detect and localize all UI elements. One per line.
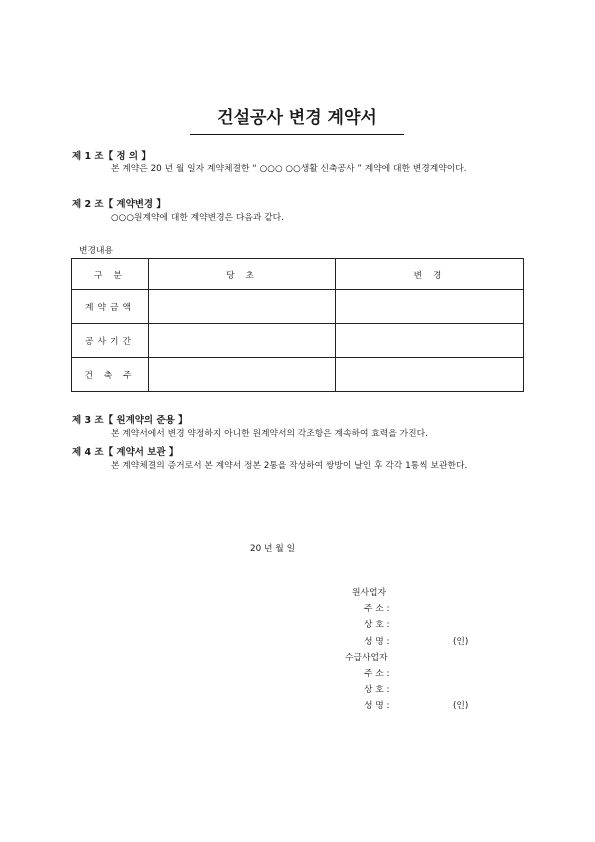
- column-header-original: 당 초: [149, 259, 336, 290]
- contractor-name-label: 성 명 :: [364, 637, 390, 647]
- subcontractor-company-label: 상 호 :: [364, 685, 390, 695]
- subcontractor-seal: (인): [453, 701, 469, 711]
- article-2-heading: 제 2 조【 계약변경 】: [72, 199, 166, 210]
- cell-original-owner: [149, 358, 336, 392]
- changes-section-label: 변경내용: [79, 246, 113, 256]
- document-title: 건설공사 변경 계약서: [190, 103, 404, 135]
- contractor-seal: (인): [453, 637, 469, 647]
- cell-original-period: [149, 324, 336, 358]
- subcontractor-title: 수급사업자: [345, 653, 388, 663]
- article-3-body: 본 계약서에서 변경 약정하지 아니한 원계약서의 각조항은 계속하여 효력을 가진다.: [111, 429, 428, 439]
- cell-changed-owner: [336, 358, 524, 392]
- article-2-body: ○○○원계약에 대한 계약변경은 다음과 같다.: [111, 213, 284, 223]
- column-header-changed: 변 경: [336, 259, 524, 290]
- changes-table: [71, 258, 524, 392]
- article-4-body: 본 계약체결의 증거로서 본 계약서 정본 2통을 작성하여 쌍방이 날인 후 각각 1통씩 보관한다.: [111, 461, 468, 471]
- article-3-heading: 제 3 조【 원계약의 준용 】: [72, 415, 188, 426]
- table-row: [72, 290, 524, 324]
- article-4-heading: 제 4 조【 계약서 보관 】: [72, 447, 179, 458]
- cell-original-amount: [149, 290, 336, 324]
- row-label-contract-amount: 계약금액: [72, 290, 149, 324]
- subcontractor-name-label: 성 명 :: [364, 701, 390, 711]
- article-1-heading: 제 1 조【 정 의 】: [72, 151, 151, 162]
- article-1-body: 본 계약은 20 년 월 일자 계약체결한 “ ○○○ ○○생활 신축공사 ” 계약에 대한 변경계약이다.: [111, 164, 467, 174]
- table-row: [72, 358, 524, 392]
- contractor-address-label: 주 소 :: [364, 604, 390, 614]
- table-header-row: [72, 259, 524, 290]
- row-label-owner: 건 축 주: [72, 358, 149, 392]
- cell-changed-period: [336, 324, 524, 358]
- cell-changed-amount: [336, 290, 524, 324]
- column-header-category: 구 분: [72, 259, 149, 290]
- contractor-company-label: 상 호 :: [364, 620, 390, 630]
- contractor-title: 원사업자: [352, 588, 386, 598]
- table-row: [72, 324, 524, 358]
- row-label-construction-period: 공사기간: [72, 324, 149, 358]
- contract-date: 20 년 월 일: [250, 544, 296, 554]
- subcontractor-address-label: 주 소 :: [364, 669, 390, 679]
